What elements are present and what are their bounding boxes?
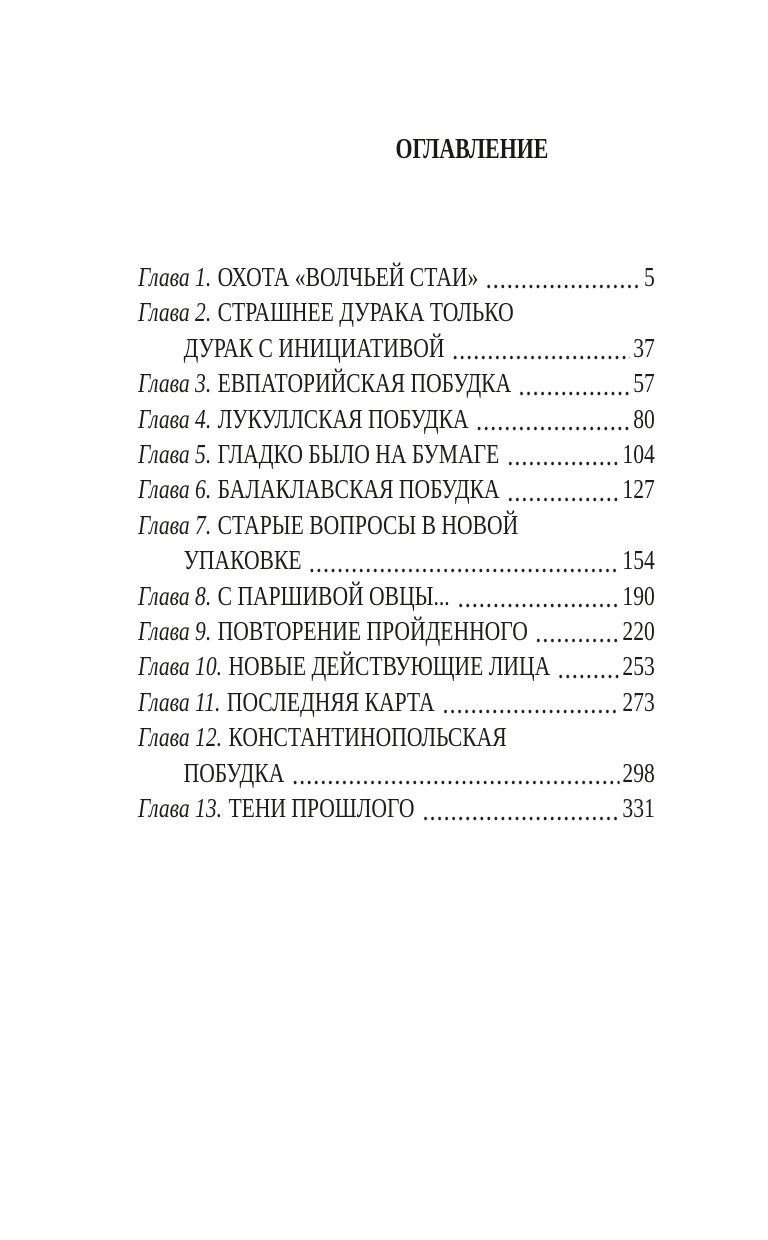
chapter-title: ЕВПАТОРИЙСКАЯ ПОБУДКА: [217, 368, 512, 399]
page-number: 220: [622, 616, 655, 647]
dot-leader: [535, 614, 619, 649]
chapter-title: СТАРЫЕ ВОПРОСЫ В НОВОЙ: [217, 509, 519, 540]
dot-leader: [506, 437, 619, 472]
chapter-title: ТЕНИ ПРОШЛОГО: [228, 793, 415, 824]
chapter-title: С ПАРШИВОЙ ОВЦЫ...: [217, 580, 450, 611]
page-number: 80: [633, 403, 655, 434]
chapter-title: КОНСТАНТИНОПОЛЬСКАЯ: [228, 722, 507, 753]
dot-leader: [486, 260, 641, 295]
page-title-text: ОГЛАВЛЕНИЕ: [395, 134, 549, 165]
page-number: 37: [633, 332, 655, 363]
chapter-label: Глава 8.: [138, 580, 212, 611]
chapter-label: Глава 7.: [138, 509, 212, 540]
dot-leader: [518, 366, 630, 401]
chapter-label: Глава 11.: [138, 686, 221, 717]
dot-leader: [476, 402, 630, 437]
chapter-label: Глава 3.: [138, 368, 212, 399]
page-number: 273: [622, 686, 655, 717]
chapter-label: Глава 12.: [138, 722, 223, 753]
chapter-title: ОХОТА «ВОЛЧЬЕЙ СТАИ»: [217, 262, 479, 292]
chapter-label: Глава 2.: [138, 297, 212, 328]
dot-leader: [309, 543, 619, 578]
toc-entry-4: [138, 402, 655, 437]
page-number: 253: [622, 651, 655, 682]
toc-entry-2: [138, 295, 655, 366]
chapter-title: НОВЫЕ ДЕЙСТВУЮЩИЕ ЛИЦА: [228, 651, 551, 682]
dot-leader: [457, 579, 619, 614]
toc-entry-6: [138, 472, 655, 507]
page-number: 57: [633, 368, 655, 399]
chapter-label: Глава 13.: [138, 793, 223, 824]
page-number: 190: [622, 580, 655, 611]
page-number: 298: [622, 757, 655, 788]
chapter-title-line2: ДУРАК С ИНИЦИАТИВОЙ: [183, 332, 445, 363]
page-number: 5: [644, 262, 655, 292]
chapter-label: Глава 4.: [138, 403, 212, 434]
page-number: 127: [622, 474, 655, 505]
toc-entry-13: [138, 791, 655, 826]
page-number: 331: [622, 793, 655, 824]
page-title: [138, 133, 768, 167]
toc-entry-5: [138, 437, 655, 472]
toc-entry-11: [138, 685, 655, 720]
dot-leader: [292, 756, 620, 791]
chapter-title: СТРАШНЕЕ ДУРАКА ТОЛЬКО: [217, 297, 514, 328]
page-number: 154: [622, 545, 655, 576]
chapter-label: Глава 9.: [138, 616, 212, 647]
toc-entry-10: [138, 649, 655, 684]
dot-leader: [452, 331, 630, 366]
dot-leader: [507, 472, 619, 507]
chapter-title: ПОСЛЕДНЯЯ КАРТА: [226, 686, 435, 717]
toc-entry-3: [138, 366, 655, 401]
dot-leader: [442, 685, 619, 720]
toc-entry-9: [138, 614, 655, 649]
toc-entry-12: [138, 720, 655, 791]
chapter-label: Глава 6.: [138, 474, 212, 505]
chapter-label: Глава 5.: [138, 439, 212, 470]
dot-leader: [422, 791, 620, 826]
chapter-title: ГЛАДКО БЫЛО НА БУМАГЕ: [217, 439, 500, 470]
chapter-title: ЛУКУЛЛСКАЯ ПОБУДКА: [217, 403, 469, 434]
chapter-title: БАЛАКЛАВСКАЯ ПОБУДКА: [217, 474, 500, 505]
chapter-label: Глава 1.: [138, 262, 212, 292]
dot-leader: [557, 649, 619, 684]
page-number: 104: [622, 439, 655, 470]
toc-entry-1: [138, 260, 655, 295]
chapter-title: ПОВТОРЕНИЕ ПРОЙДЕННОГО: [217, 616, 528, 647]
toc-entry-7: [138, 508, 655, 579]
chapter-title-line2: УПАКОВКЕ: [183, 545, 302, 576]
chapter-label: Глава 10.: [138, 651, 223, 682]
toc-entry-8: [138, 579, 655, 614]
chapter-title-line2: ПОБУДКА: [183, 757, 285, 788]
toc-list: [138, 260, 655, 827]
